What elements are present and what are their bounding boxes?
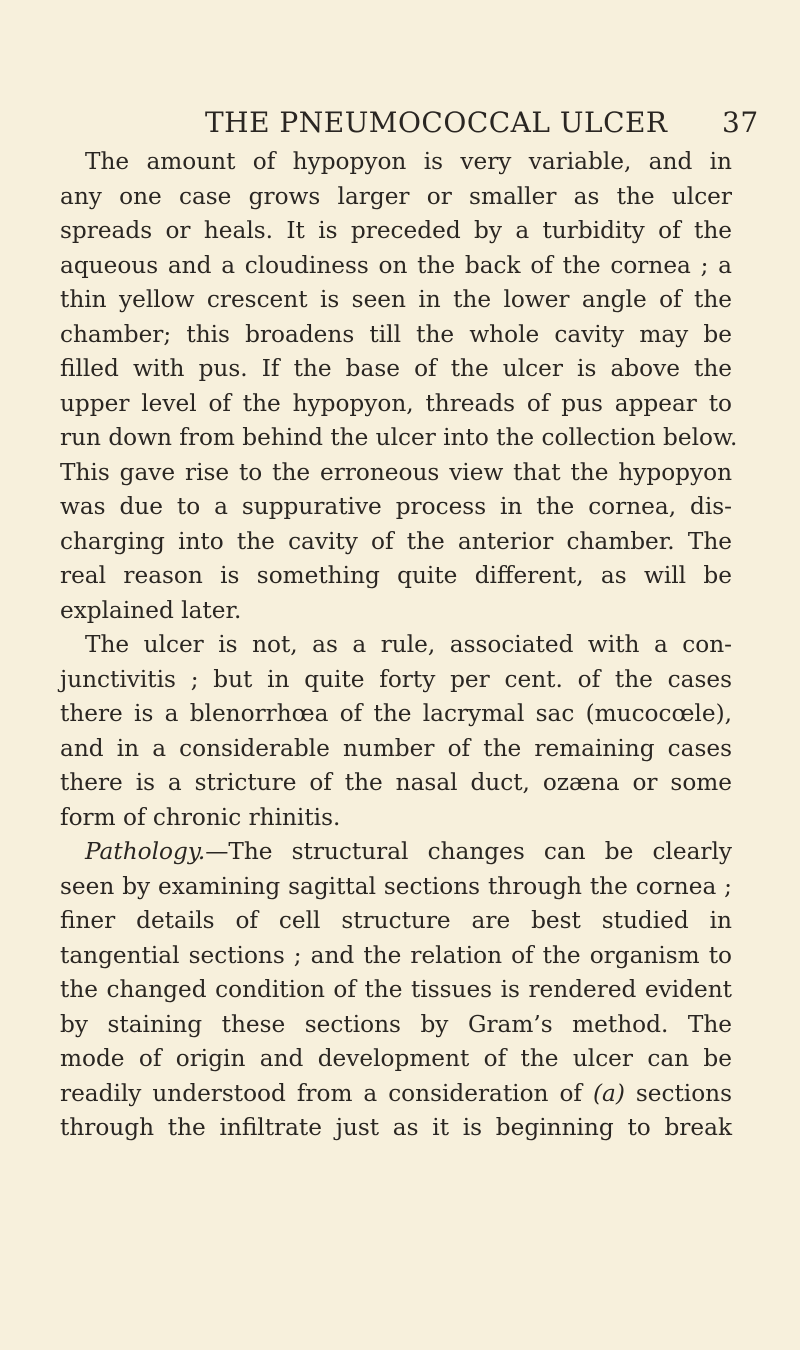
page-number: 37 xyxy=(722,106,759,139)
text-line: thin yellow crescent is seen in the lower angle of the xyxy=(60,286,732,313)
text-span: sections xyxy=(635,1079,732,1107)
running-title: THE PNEUMOCOCCAL ULCER xyxy=(205,106,668,139)
text-line: there is a stricture of the nasal duct, ozæna or some xyxy=(60,769,732,796)
page-header xyxy=(0,103,800,143)
text-line: filled with pus. If the base of the ulcer is above the xyxy=(60,355,732,382)
text-line: This gave rise to the erroneous view that the hypopyon xyxy=(60,458,732,486)
text-line: there is a blenorrhœa of the lacrymal sac (mucocœle), xyxy=(60,700,732,727)
text-line: real reason is something quite different, as will be xyxy=(60,562,732,589)
text-line xyxy=(60,835,732,870)
text-line: by staining these sections by Gram’s method. The xyxy=(60,1010,732,1038)
text-span: readily understood from a consideration of xyxy=(60,1079,582,1107)
text-line: The amount of hypopyon is very variable, and in xyxy=(85,148,732,175)
text-line: any one case grows larger or smaller as the ulcer xyxy=(60,182,732,210)
text-line: aqueous and a cloudiness on the back of the cornea ; a xyxy=(60,251,732,279)
text-line: mode of origin and development of the ulcer can be xyxy=(60,1045,732,1072)
text-line: the changed condition of the tissues is rendered evident xyxy=(60,976,732,1003)
text-line: junctivitis ; but in quite forty per cent. of the cases xyxy=(60,665,732,693)
body-text xyxy=(60,145,738,1146)
section-heading: Pathology. xyxy=(85,838,206,865)
text-line: charging into the cavity of the anterior chamber. The xyxy=(60,527,732,555)
text-line: upper level of the hypopyon, threads of pus appear to xyxy=(60,389,732,417)
text-line xyxy=(60,1077,732,1112)
text-line: seen by examining sagittal sections through the cornea ; xyxy=(60,872,732,900)
item-marker: (a) xyxy=(592,1079,625,1107)
text-line: The ulcer is not, as a rule, associated with a con- xyxy=(85,631,732,658)
text-line: through the infiltrate just as it is beginning to break xyxy=(60,1114,732,1141)
text-span: —The structural changes can be clearly xyxy=(205,838,732,865)
text-line: run down from behind the ulcer into the collection below. xyxy=(60,424,738,451)
text-line: chamber; this broadens till the whole cavity may be xyxy=(60,320,732,348)
text-line: form of chronic rhinitis. xyxy=(60,803,341,831)
text-line: finer details of cell structure are best studied in xyxy=(60,907,732,934)
text-line: tangential sections ; and the relation of the organism to xyxy=(60,941,732,969)
text-line: was due to a suppurative process in the cornea, dis- xyxy=(60,493,732,520)
text-line: explained later. xyxy=(60,596,242,624)
text-line: spreads or heals. It is preceded by a turbidity of the xyxy=(60,217,732,244)
text-line: and in a considerable number of the remaining cases xyxy=(60,734,732,762)
